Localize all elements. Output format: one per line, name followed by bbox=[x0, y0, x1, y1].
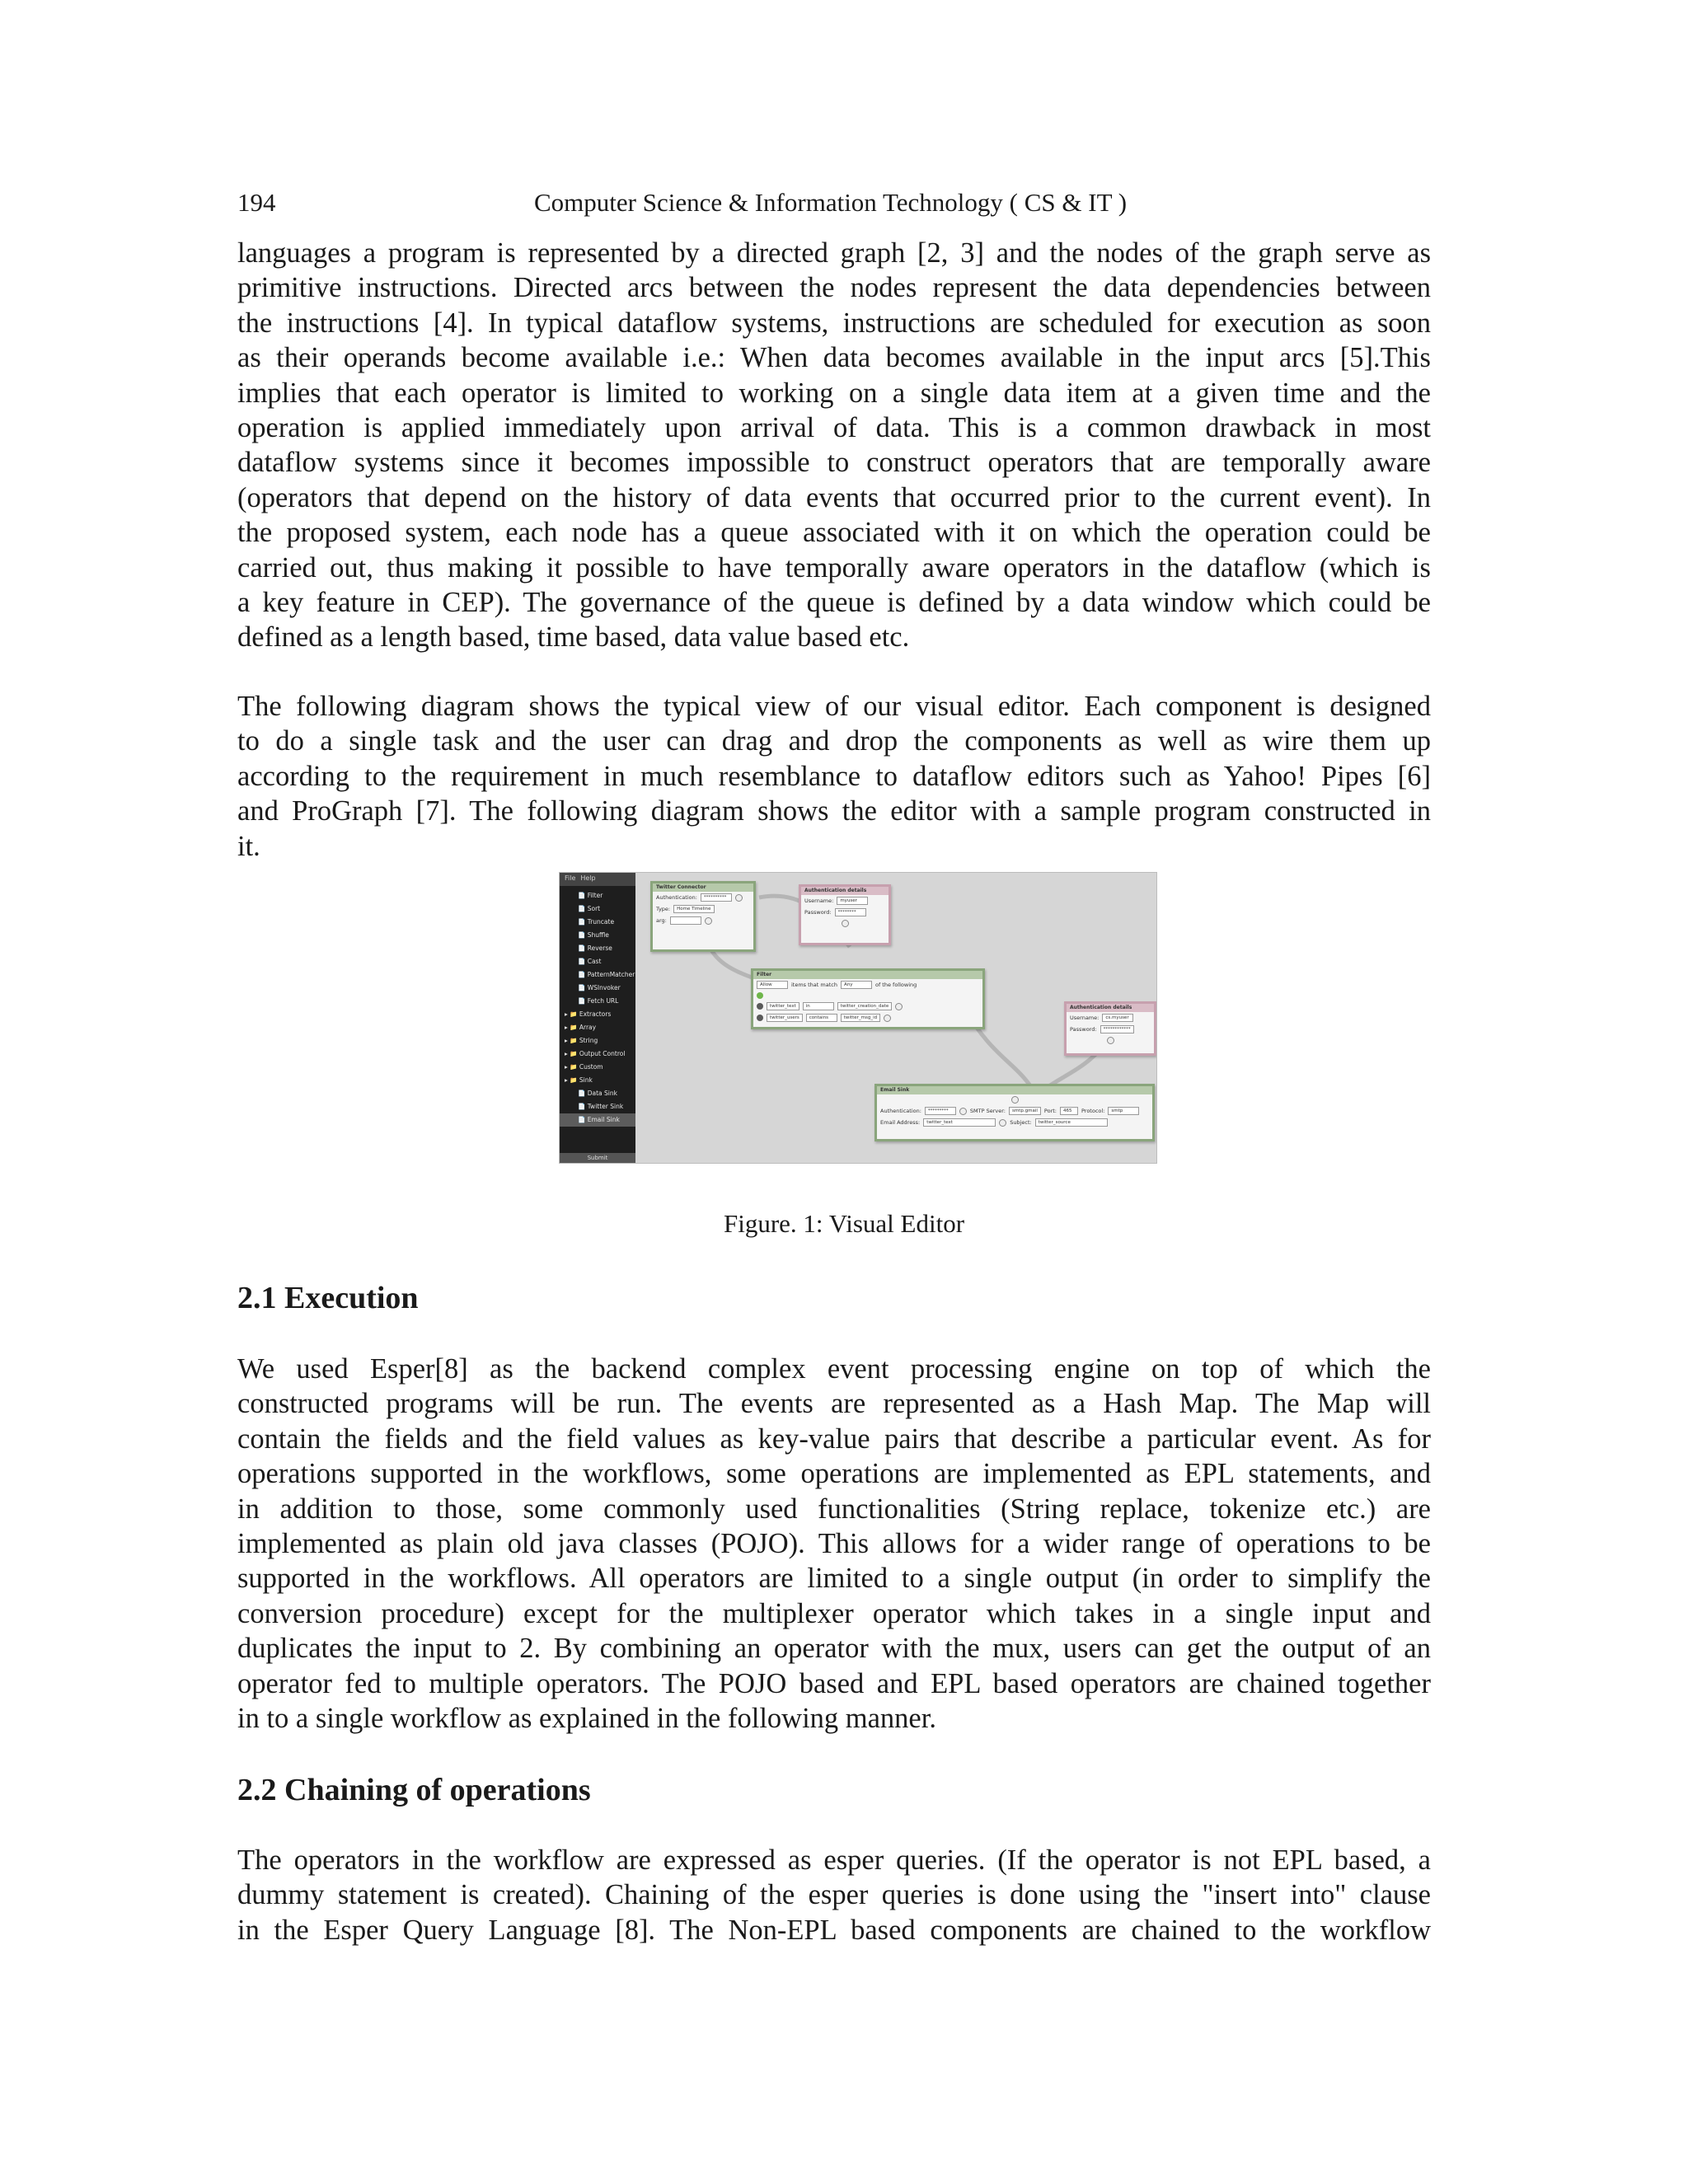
section-heading-execution: 2.1 Execution bbox=[237, 1281, 419, 1315]
text-line: duplicates the input to 2. By combining an operator with the mux, users can get the output of an bbox=[237, 1633, 1431, 1665]
text-line: conversion procedure) except for the multiplexer operator which takes in a single input and bbox=[237, 1597, 1431, 1629]
rule-op-select[interactable]: in bbox=[803, 1002, 834, 1010]
text-line: The operators in the workflow are expressed as esper queries. (If the operator is not EPL based, a bbox=[237, 1844, 1431, 1876]
text-line: and ProGraph [7]. The following diagram shows the editor with a sample program constructed in bbox=[237, 795, 1431, 827]
menu-help[interactable]: Help bbox=[580, 874, 596, 882]
email-label: Email Address: bbox=[880, 1119, 921, 1126]
component-tree-item[interactable]: 📄 PatternMatcher bbox=[578, 971, 635, 978]
text-line: implemented as plain old java classes (POJO). This allows for a wider range of operations to be bbox=[237, 1528, 1431, 1560]
paragraph-dataflow bbox=[237, 236, 1431, 655]
component-tree-item[interactable]: ▸ 📁 Custom bbox=[565, 1063, 603, 1071]
component-tree-item[interactable]: 📄 Sort bbox=[578, 905, 601, 912]
node-title: Filter bbox=[753, 971, 982, 979]
type-label: Type: bbox=[656, 906, 671, 912]
auth-field[interactable]: ********** bbox=[701, 893, 732, 902]
username-field[interactable]: myuser bbox=[837, 897, 868, 905]
text-line: dataflow systems since it becomes impossible to construct operators that are temporally aware bbox=[237, 447, 1431, 479]
username-label: Username: bbox=[804, 898, 834, 904]
text-line: primitive instructions. Directed arcs between the nodes represent the data dependencies between bbox=[237, 272, 1431, 304]
component-tree-item[interactable]: 📄 Fetch URL bbox=[578, 997, 619, 1005]
page-number: 194 bbox=[237, 188, 276, 217]
submit-button[interactable]: Submit bbox=[560, 1153, 635, 1163]
auth-field[interactable]: ********* bbox=[925, 1107, 956, 1115]
node-title: Email Sink bbox=[877, 1086, 1152, 1094]
component-tree-item[interactable]: 📄 Shuffle bbox=[578, 931, 609, 939]
running-header bbox=[237, 188, 1431, 221]
text-line: We used Esper[8] as the backend complex event processing engine on top of which the bbox=[237, 1353, 1431, 1385]
input-port-icon[interactable] bbox=[1011, 1096, 1019, 1104]
remove-rule-icon[interactable] bbox=[757, 1015, 763, 1021]
arg-label: arg: bbox=[656, 917, 667, 924]
output-port-icon[interactable] bbox=[842, 920, 849, 927]
text-line: The following diagram shows the typical view of our visual editor. Each component is designed bbox=[237, 691, 1431, 722]
port-field[interactable]: 465 bbox=[1060, 1107, 1078, 1115]
match-mode-select[interactable]: Any bbox=[841, 981, 872, 989]
email-select[interactable]: twitter_text bbox=[923, 1118, 996, 1127]
output-port-icon[interactable] bbox=[1107, 1037, 1114, 1044]
text-line: supported in the workflows. All operators are limited to a single output (in order to simplify the bbox=[237, 1563, 1431, 1595]
protocol-label: Protocol: bbox=[1081, 1108, 1105, 1114]
text-line: the proposed system, each node has a queue associated with it on which the operation could be bbox=[237, 517, 1431, 549]
rule-op-select[interactable]: contains bbox=[806, 1014, 837, 1022]
username-label: Username: bbox=[1070, 1015, 1100, 1021]
rule-port-icon[interactable] bbox=[884, 1015, 891, 1022]
text-line: according to the requirement in much resemblance to dataflow editors such as Yahoo! Pipes [6] bbox=[237, 760, 1431, 792]
figure-caption: Figure. 1: Visual Editor bbox=[723, 1209, 965, 1238]
text-line: (operators that depend on the history of data events that occurred prior to the current event). In bbox=[237, 481, 1431, 513]
component-tree-item[interactable]: 📄 Data Sink bbox=[578, 1090, 617, 1097]
password-field[interactable]: ************ bbox=[1100, 1025, 1134, 1033]
text-line: it. bbox=[237, 830, 260, 862]
paragraph-visual-editor bbox=[237, 689, 1431, 864]
text-line: languages a program is represented by a directed graph [2, 3] and the nodes of the graph serve as bbox=[237, 237, 1431, 269]
component-tree-item[interactable]: 📄 Reverse bbox=[578, 944, 612, 952]
port-label: Port: bbox=[1043, 1108, 1057, 1114]
component-tree-item[interactable]: 📄 Twitter Sink bbox=[578, 1103, 624, 1110]
component-tree-item[interactable]: 📄 Filter bbox=[578, 892, 603, 899]
text-line: operation is applied immediately upon arrival of data. This is a common drawback in most bbox=[237, 412, 1431, 444]
type-select[interactable]: Home Timeline bbox=[673, 905, 714, 913]
password-field[interactable]: ******** bbox=[835, 908, 866, 916]
arg-field[interactable] bbox=[670, 916, 701, 925]
add-rule-icon[interactable] bbox=[757, 992, 763, 999]
component-tree-item[interactable]: 📄 Email Sink bbox=[560, 1113, 635, 1127]
component-tree-item[interactable]: ▸ 📁 Extractors bbox=[565, 1010, 612, 1018]
rule-value-select[interactable]: twitter_creation_date bbox=[837, 1002, 893, 1010]
node-title: Authentication details bbox=[801, 887, 889, 895]
rule-field-select[interactable]: twitter_users bbox=[767, 1014, 803, 1022]
text-line: a key feature in CEP). The governance of the queue is defined by a data window which could be bbox=[237, 587, 1431, 619]
text-line: operations supported in the workflows, some operations are implemented as EPL statements, and bbox=[237, 1458, 1431, 1490]
subject-select[interactable]: twitter_source bbox=[1035, 1118, 1108, 1127]
text-line: operator fed to multiple operators. The POJO based and EPL based operators are chained together bbox=[237, 1667, 1431, 1699]
of-text: of the following bbox=[874, 982, 917, 988]
text-line: to do a single task and the user can drag and drop the components as well as wire them up bbox=[237, 725, 1431, 757]
text-line: carried out, thus making it possible to have temporally aware operators in the dataflow (which is bbox=[237, 551, 1431, 583]
text-line: in the Esper Query Language [8]. The Non-EPL based components are chained to the workflow bbox=[237, 1914, 1431, 1946]
text-line: as their operands become available i.e.: When data becomes available in the input arcs [5].This bbox=[237, 342, 1431, 374]
paragraph-execution bbox=[237, 1352, 1431, 1736]
auth-label: Authentication: bbox=[880, 1108, 921, 1114]
node-title: Authentication details bbox=[1067, 1004, 1154, 1012]
text-line: defined as a length based, time based, data value based etc. bbox=[237, 621, 910, 654]
component-tree-item[interactable]: 📄 Truncate bbox=[578, 918, 615, 926]
component-tree-item[interactable]: ▸ 📁 Array bbox=[565, 1024, 597, 1031]
component-tree-item[interactable]: 📄 Cast bbox=[578, 958, 602, 965]
text-line: in addition to those, some commonly used functionalities (String replace, tokenize etc.) are bbox=[237, 1493, 1431, 1525]
component-tree-item[interactable]: 📄 WSInvoker bbox=[578, 984, 621, 991]
editor-menubar bbox=[560, 873, 635, 886]
text-line: dummy statement is created). Chaining of the esper queries is done using the "insert into" clause bbox=[237, 1879, 1431, 1911]
filter-action-select[interactable]: Allow bbox=[757, 981, 788, 989]
smtp-field[interactable]: smtp.gmail bbox=[1009, 1107, 1041, 1115]
username-field[interactable]: cs.myuser bbox=[1102, 1014, 1133, 1022]
node-auth-details-2[interactable] bbox=[1064, 1001, 1156, 1056]
subject-label: Subject: bbox=[1010, 1119, 1032, 1126]
auth-label: Authentication: bbox=[656, 894, 697, 901]
section-heading-chaining: 2.2 Chaining of operations bbox=[237, 1773, 591, 1807]
editor-sidebar bbox=[560, 873, 635, 1163]
node-email-sink[interactable] bbox=[874, 1084, 1155, 1141]
text-line: the instructions [4]. In typical dataflow systems, instructions are scheduled for execution as soon bbox=[237, 307, 1431, 339]
text-line: constructed programs will be run. The events are represented as a Hash Map. The Map will bbox=[237, 1388, 1431, 1420]
text-line: contain the fields and the field values as key-value pairs that describe a particular event. As for bbox=[237, 1422, 1431, 1455]
password-label: Password: bbox=[1070, 1026, 1097, 1033]
remove-rule-icon[interactable] bbox=[757, 1003, 763, 1010]
menu-file[interactable]: File bbox=[565, 874, 576, 882]
connector-icon[interactable] bbox=[735, 894, 743, 902]
node-twitter-connector[interactable] bbox=[650, 881, 756, 952]
smtp-label: SMTP Server: bbox=[969, 1108, 1006, 1114]
running-title: Computer Science & Information Technology ( CS & IT ) bbox=[534, 188, 1128, 217]
component-tree-item[interactable]: ▸ 📁 Sink bbox=[565, 1076, 593, 1084]
match-text: items that match bbox=[791, 982, 837, 988]
rule-value-select[interactable]: twitter_msg_id bbox=[841, 1014, 880, 1022]
rule-port-icon[interactable] bbox=[895, 1003, 903, 1010]
rule-field-select[interactable]: twitter_text bbox=[767, 1002, 799, 1010]
paragraph-chaining bbox=[237, 1843, 1431, 1947]
password-label: Password: bbox=[804, 909, 832, 916]
node-title: Twitter Connector bbox=[653, 883, 753, 892]
text-line: implies that each operator is limited to working on a single data item at a given time and the bbox=[237, 377, 1431, 409]
editor-canvas bbox=[635, 873, 1156, 1163]
component-tree-item[interactable]: ▸ 📁 String bbox=[565, 1037, 598, 1044]
figure-visual-editor bbox=[559, 872, 1157, 1164]
component-tree bbox=[560, 889, 635, 1127]
protocol-select[interactable]: smtp bbox=[1108, 1107, 1139, 1115]
connector-icon[interactable] bbox=[705, 917, 712, 925]
connector-icon[interactable] bbox=[959, 1108, 967, 1115]
component-tree-item[interactable]: ▸ 📁 Output Control bbox=[565, 1050, 626, 1057]
text-line: in to a single workflow as explained in the following manner. bbox=[237, 1703, 936, 1735]
node-auth-details-1[interactable] bbox=[799, 884, 891, 945]
node-filter[interactable] bbox=[751, 968, 985, 1029]
connector-icon[interactable] bbox=[999, 1119, 1006, 1127]
